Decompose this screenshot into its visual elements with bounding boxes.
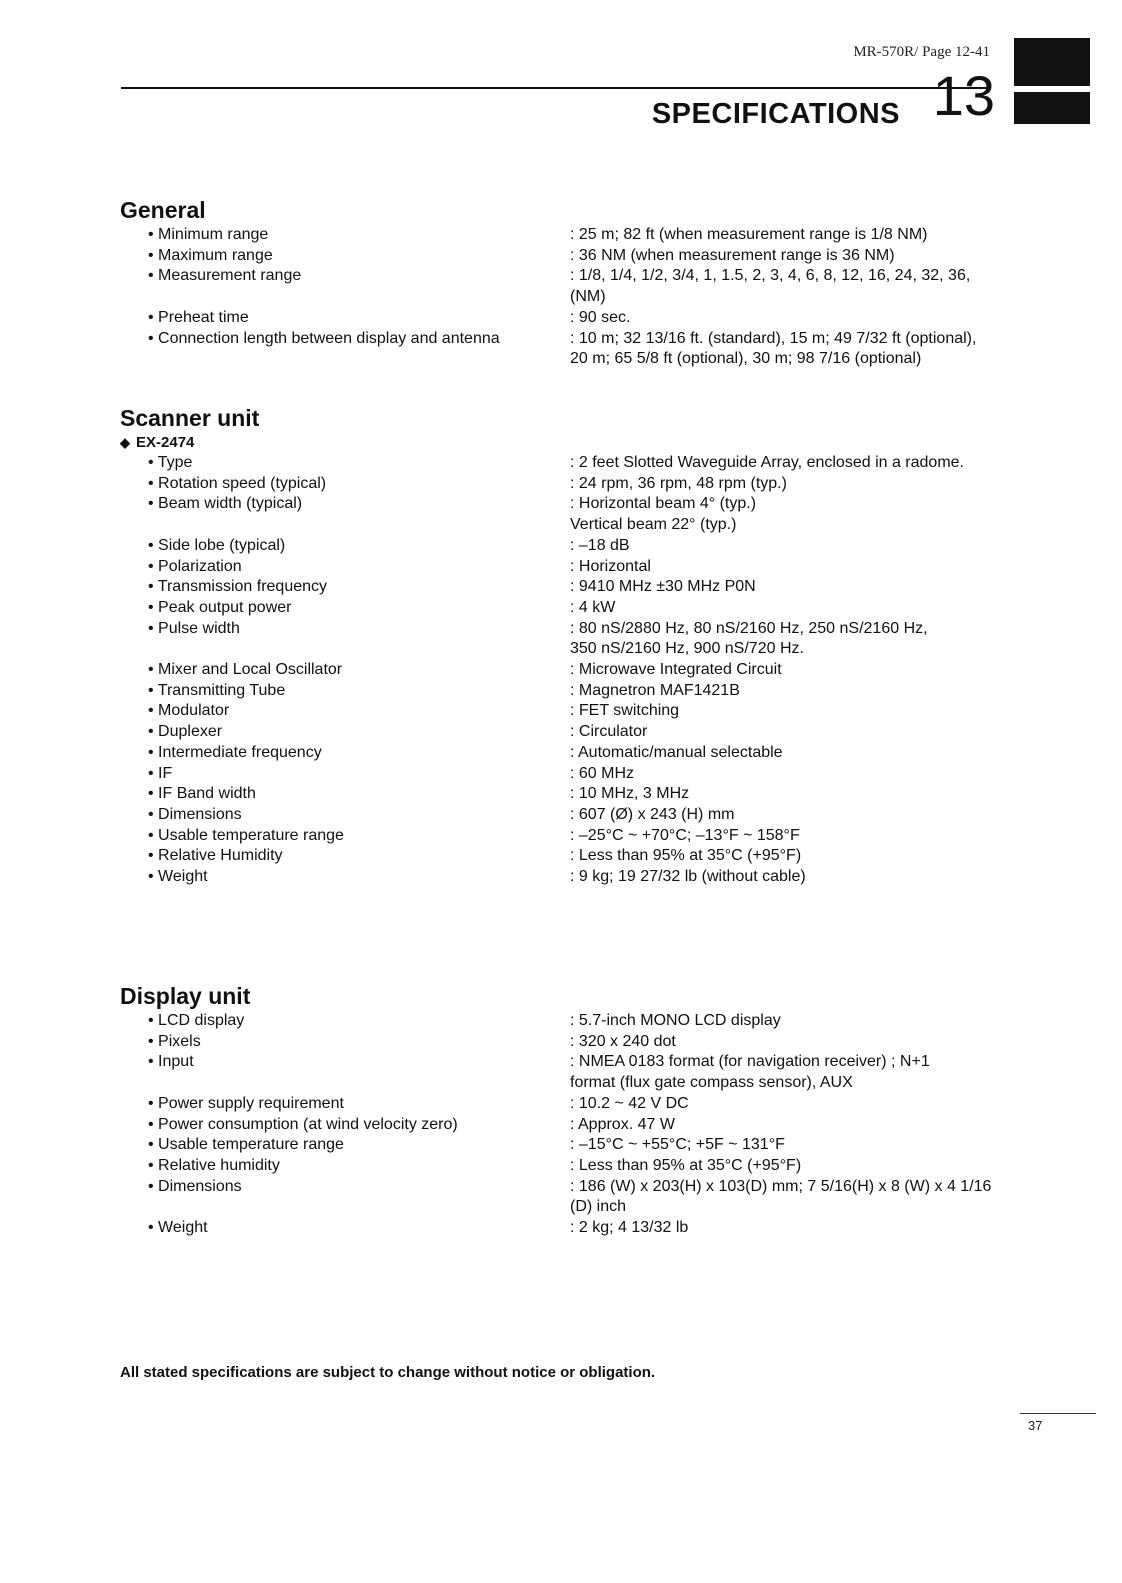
spec-value: : 36 NM (when measurement range is 36 NM): [570, 246, 895, 264]
spec-value: : Magnetron MAF1421B: [570, 681, 740, 699]
general-section: [120, 197, 1000, 370]
spec-label: • Relative Humidity: [120, 846, 570, 867]
spec-label: • Transmitting Tube: [120, 681, 570, 702]
spec-label: • Input: [120, 1052, 570, 1093]
spec-row: [120, 660, 1000, 681]
spec-value: : 9 kg; 19 27/32 lb (without cable): [570, 868, 806, 886]
scanner-title: Scanner unit: [120, 405, 260, 431]
spec-label: • Usable temperature range: [120, 1135, 570, 1156]
spec-value: : 4 kW: [570, 598, 616, 616]
spec-label: • Preheat time: [120, 308, 570, 329]
spec-value: : Automatic/manual selectable: [570, 743, 783, 761]
spec-row: [120, 805, 1000, 826]
spec-label: • Measurement range: [120, 266, 570, 307]
spec-row: [120, 536, 1000, 557]
spec-value: : 2 kg; 4 13/32 lb: [570, 1219, 689, 1237]
spec-label: • Side lobe (typical): [120, 536, 570, 557]
spec-value: : 10.2 ~ 42 V DC: [570, 1094, 689, 1112]
spec-row: [120, 474, 1000, 495]
spec-label: • IF Band width: [120, 784, 570, 805]
spec-value: : Horizontal: [570, 557, 651, 575]
diamond-bullet-icon: ◆: [120, 435, 130, 450]
header-rule: [121, 87, 988, 89]
spec-value: : 186 (W) x 203(H) x 103(D) mm; 7 5/16(H) x 8 (W) x 4 1/16 (D) inch: [570, 1177, 992, 1216]
disclaimer-note: All stated specifications are subject to change without notice or obligation.: [120, 1364, 656, 1381]
spec-label: • Mixer and Local Oscillator: [120, 660, 570, 681]
spec-row: [120, 1218, 1000, 1239]
spec-label: • Type: [120, 453, 570, 474]
spec-value: : Microwave Integrated Circuit: [570, 661, 782, 679]
spec-label: • IF: [120, 764, 570, 785]
spec-label: • Pixels: [120, 1032, 570, 1053]
spec-label: • Power supply requirement: [120, 1094, 570, 1115]
spec-label: • Minimum range: [120, 225, 570, 246]
document-reference: MR-570R/ Page 12-41: [853, 44, 990, 60]
spec-value: : 24 rpm, 36 rpm, 48 rpm (typ.): [570, 474, 787, 492]
spec-value: : Approx. 47 W: [570, 1115, 675, 1133]
spec-label: • Usable temperature range: [120, 826, 570, 847]
spec-row: [120, 494, 1000, 535]
chapter-number: 13: [932, 64, 995, 127]
spec-value: : 60 MHz: [570, 764, 635, 782]
page-number: 37: [1028, 1418, 1043, 1433]
spec-value: : 1/8, 1/4, 1/2, 3/4, 1, 1.5, 2, 3, 4, 6, 8, 12, 16, 24, 32, 36, (NM): [570, 267, 971, 306]
spec-value: : 607 (Ø) x 243 (H) mm: [570, 805, 735, 823]
spec-row: [120, 722, 1000, 743]
spec-value: : Horizontal beam 4° (typ.) Vertical beam 22° (typ.): [570, 495, 757, 534]
spec-label: • Dimensions: [120, 1177, 570, 1218]
general-title: General: [120, 197, 206, 223]
spec-row: [120, 225, 1000, 246]
spec-value: : Circulator: [570, 723, 648, 741]
spec-value: : 10 MHz, 3 MHz: [570, 785, 690, 803]
spec-label: • LCD display: [120, 1011, 570, 1032]
spec-row: [120, 453, 1000, 474]
spec-row: [120, 681, 1000, 702]
display-spec-list: [120, 1011, 1000, 1239]
spec-value: : NMEA 0183 format (for navigation receiver) ; N+1 format (flux gate compass sensor), AUX: [570, 1053, 930, 1092]
general-spec-list: [120, 225, 1000, 370]
spec-row: [120, 1052, 1000, 1093]
spec-row: [120, 246, 1000, 267]
spec-value: : –25°C ~ +70°C; –13°F ~ 158°F: [570, 826, 800, 844]
spec-row: [120, 1156, 1000, 1177]
display-section: [120, 983, 1000, 1239]
spec-label: • Peak output power: [120, 598, 570, 619]
spec-label: • Relative humidity: [120, 1156, 570, 1177]
spec-row: [120, 577, 1000, 598]
display-title: Display unit: [120, 983, 251, 1009]
spec-value: : 25 m; 82 ft (when measurement range is 1/8 NM): [570, 226, 928, 243]
spec-value: : 5.7-inch MONO LCD display: [570, 1012, 781, 1029]
spec-row: [120, 598, 1000, 619]
spec-value: : –18 dB: [570, 536, 630, 554]
scanner-spec-list: [120, 453, 1000, 888]
chapter-tab-marker: [1014, 38, 1090, 86]
spec-row: [120, 557, 1000, 578]
spec-label: • Duplexer: [120, 722, 570, 743]
spec-row: [120, 867, 1000, 888]
spec-value: : Less than 95% at 35°C (+95°F): [570, 1156, 802, 1174]
spec-label: • Transmission frequency: [120, 577, 570, 598]
spec-value: : –15°C ~ +55°C; +5F ~ 131°F: [570, 1136, 785, 1154]
spec-label: • Modulator: [120, 701, 570, 722]
spec-label: • Weight: [120, 867, 570, 888]
spec-row: [120, 1135, 1000, 1156]
spec-row: [120, 826, 1000, 847]
spec-label: • Dimensions: [120, 805, 570, 826]
spec-row: [120, 784, 1000, 805]
spec-row: [120, 1177, 1000, 1218]
spec-value: : 2 feet Slotted Waveguide Array, enclosed in a radome.: [570, 454, 964, 471]
spec-row: [120, 764, 1000, 785]
spec-row: [120, 1032, 1000, 1053]
spec-row: [120, 701, 1000, 722]
spec-value: : 10 m; 32 13/16 ft. (standard), 15 m; 49 7/32 ft (optional), 20 m; 65 5/8 ft (optional), 30 m; 98 7/16 (optional): [570, 329, 977, 368]
spec-value: : 9410 MHz ±30 MHz P0N: [570, 578, 756, 596]
spec-row: [120, 1011, 1000, 1032]
spec-label: • Weight: [120, 1218, 570, 1239]
spec-label: • Maximum range: [120, 246, 570, 267]
spec-value: : 320 x 240 dot: [570, 1032, 676, 1050]
spec-row: [120, 266, 1000, 307]
spec-row: [120, 308, 1000, 329]
spec-value: : Less than 95% at 35°C (+95°F): [570, 847, 802, 865]
spec-label: • Beam width (typical): [120, 494, 570, 535]
spec-label: • Intermediate frequency: [120, 743, 570, 764]
spec-row: [120, 1115, 1000, 1136]
page-number-rule: [1020, 1413, 1096, 1414]
spec-label: • Power consumption (at wind velocity zero): [120, 1115, 570, 1136]
scanner-model-label: EX-2474: [136, 434, 195, 451]
scanner-section: [120, 405, 1000, 888]
spec-row: [120, 619, 1000, 660]
scanner-model: [120, 433, 1000, 453]
spec-row: [120, 846, 1000, 867]
chapter-title: SPECIFICATIONS: [651, 98, 900, 130]
spec-value: : 80 nS/2880 Hz, 80 nS/2160 Hz, 250 nS/2160 Hz, 350 nS/2160 Hz, 900 nS/720 Hz.: [570, 619, 928, 658]
spec-row: [120, 329, 1000, 370]
spec-label: • Polarization: [120, 557, 570, 578]
spec-label: • Connection length between display and antenna: [120, 329, 570, 370]
spec-value: : 90 sec.: [570, 308, 631, 326]
spec-row: [120, 743, 1000, 764]
spec-value: : FET switching: [570, 702, 680, 720]
spec-row: [120, 1094, 1000, 1115]
spec-label: • Pulse width: [120, 619, 570, 660]
spec-label: • Rotation speed (typical): [120, 474, 570, 495]
chapter-tab-marker-lower: [1014, 92, 1090, 124]
